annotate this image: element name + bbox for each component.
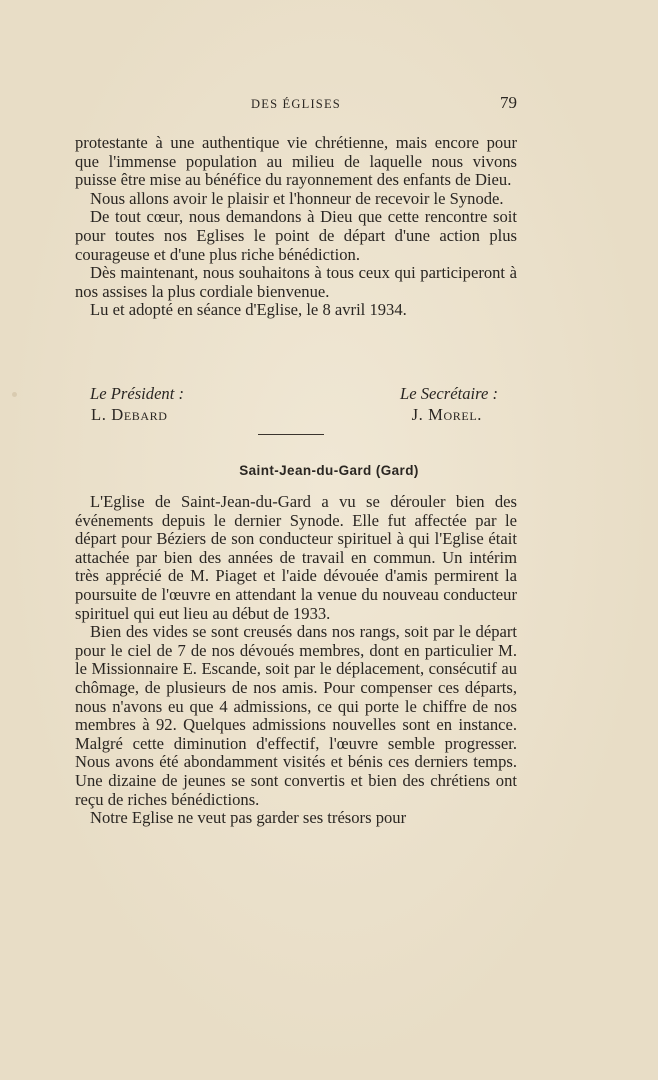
paragraph: Lu et adopté en séance d'Eglise, le 8 avril 1934. bbox=[90, 300, 407, 320]
president-name: L. Debard bbox=[91, 405, 168, 424]
secretary-name: J. Morel. bbox=[411, 405, 482, 424]
text-block-saint-jean bbox=[75, 493, 517, 828]
text-block-intro bbox=[75, 134, 517, 320]
paragraph: De tout cœur, nous demandons à Dieu que cette rencontre soit pour toutes nos Eglises le point de départ d'une action plus courageuse et d'une plus riche bénédiction. bbox=[75, 207, 517, 264]
paragraph: Notre Eglise ne veut pas garder ses trésors pour bbox=[90, 808, 407, 828]
page-number: 79 bbox=[500, 93, 517, 112]
paper-stain bbox=[12, 392, 17, 397]
page-header bbox=[75, 93, 517, 115]
paragraph: protestante à une authentique vie chrétienne, mais encore pour que l'immense population au milieu de laquelle nous vivons puisse être mise au bénéfice du rayonnement des enfants de Dieu. bbox=[75, 133, 517, 190]
secretary-title: Le Secrétaire : bbox=[400, 384, 498, 403]
president-title: Le Président : bbox=[90, 384, 185, 403]
section-title: Saint-Jean-du-Gard (Gard) bbox=[239, 463, 419, 478]
running-head: DES ÉGLISES bbox=[251, 97, 341, 111]
paragraph: L'Eglise de Saint-Jean-du-Gard a vu se dérouler bien des événements depuis le dernier Synode. Elle fut affectée par le départ pour Béziers de son conducteur spirituel à qui l'Eglise était attachée par bien des années de travail en commun. Un intérim très apprécié de M. Piaget et l'aide dévouée d'amis permirent la poursuite de l'œuvre en attendant la venue du nouveau conducteur spirituel qui eut lieu au début de 1933. bbox=[75, 492, 517, 623]
paragraph: Nous allons avoir le plaisir et l'honneur de recevoir le Synode. bbox=[90, 188, 504, 208]
paragraph: Dès maintenant, nous souhaitons à tous ceux qui participeront à nos assises la plus cordiale bienvenue. bbox=[75, 263, 517, 301]
section-divider bbox=[258, 434, 324, 435]
paragraph: Bien des vides se sont creusés dans nos rangs, soit par le départ pour le ciel de 7 de nos dévoués membres, dont en particulier M. le Missionnaire E. Escande, soit par le déplacement, consécutif au chômage, de plusieurs de nos amis. Pour compenser ces départs, nous n'avons eu que 4 admissions, ce qui porte le chiffre de nos membres à 92. Quelques admissions nouvelles sont en instance. Malgré cette diminution d'effectif, l'œuvre semble progresser. Nous avons été abondamment visités et bénis ces derniers temps. Une dizaine de jeunes se sont convertis et bien des chrétiens ont reçu de riches bénédictions. bbox=[75, 622, 517, 809]
